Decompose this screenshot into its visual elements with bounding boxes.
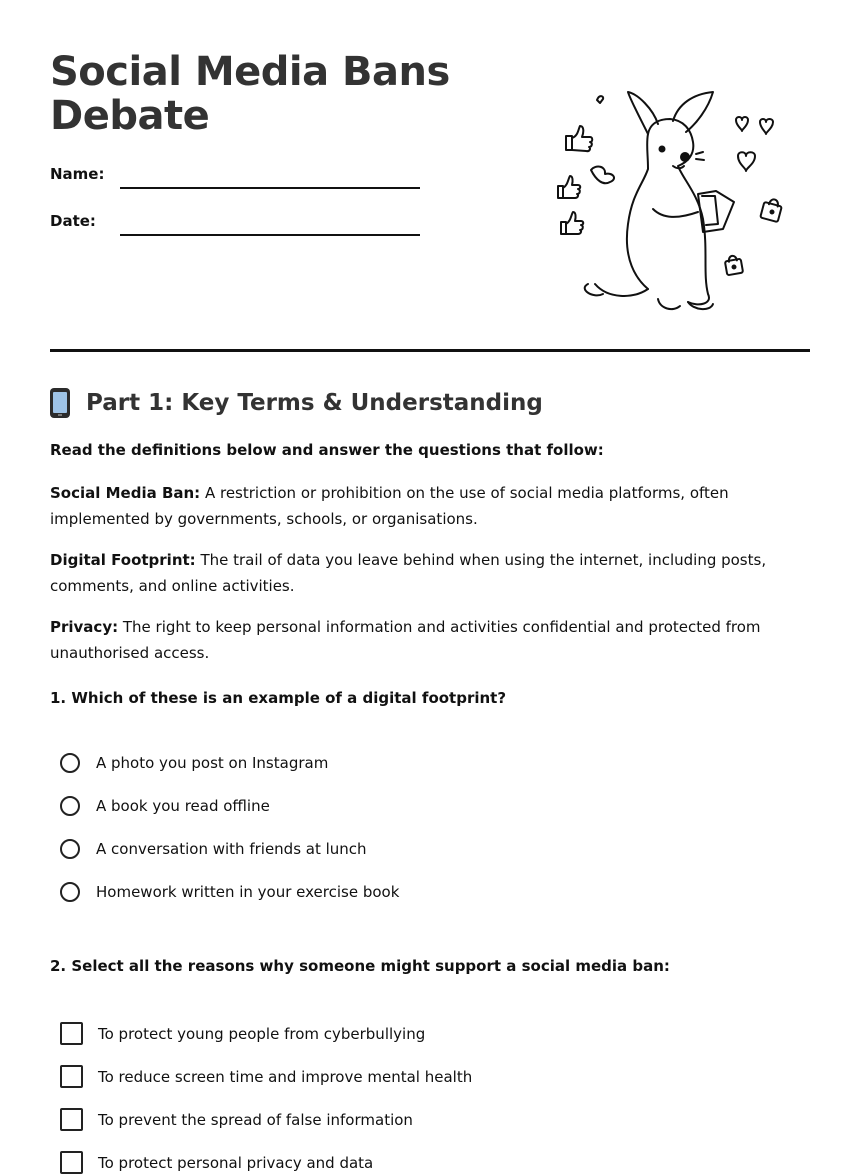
- mobile-phone-icon: [50, 388, 70, 418]
- section-heading-text: Part 1: Key Terms & Understanding: [86, 390, 543, 416]
- name-field[interactable]: [120, 187, 420, 189]
- definition-text: A restriction or prohibition on the use of social media platforms, often implemented by governments, schools, or organisations.: [50, 484, 729, 528]
- question-1-prompt: 1. Which of these is an example of a digital footprint?: [50, 689, 507, 707]
- definition-social-media-ban: [50, 480, 815, 532]
- header-divider: [50, 349, 810, 352]
- definition-term: Privacy:: [50, 618, 119, 636]
- q1-option-1[interactable]: [60, 753, 328, 773]
- title-line-1: Social Media Bans: [50, 49, 450, 95]
- q2-option-3[interactable]: [60, 1108, 413, 1131]
- checkbox[interactable]: [60, 1108, 83, 1131]
- q2-option-1[interactable]: [60, 1022, 425, 1045]
- name-label: Name:: [50, 165, 105, 183]
- section-heading-part-1: [50, 388, 543, 418]
- option-label: A book you read offline: [96, 797, 270, 815]
- radio-button[interactable]: [60, 882, 80, 902]
- definition-term: Digital Footprint:: [50, 551, 196, 569]
- checkbox[interactable]: [60, 1022, 83, 1045]
- question-2-prompt: 2. Select all the reasons why someone might support a social media ban:: [50, 957, 670, 975]
- q2-option-2[interactable]: [60, 1065, 472, 1088]
- definition-term: Social Media Ban:: [50, 484, 201, 502]
- date-field[interactable]: [120, 234, 420, 236]
- definition-text: The trail of data you leave behind when using the internet, including posts, comments, and online activities.: [50, 551, 767, 595]
- option-label: Homework written in your exercise book: [96, 883, 400, 901]
- radio-button[interactable]: [60, 796, 80, 816]
- definition-privacy: [50, 614, 815, 666]
- radio-button[interactable]: [60, 753, 80, 773]
- option-label: To protect young people from cyberbullying: [98, 1024, 426, 1043]
- checkbox[interactable]: [60, 1065, 83, 1088]
- option-label: A conversation with friends at lunch: [96, 840, 367, 858]
- instructions-text: Read the definitions below and answer the questions that follow:: [50, 441, 604, 459]
- date-label: Date:: [50, 212, 96, 230]
- q2-option-4[interactable]: [60, 1151, 373, 1174]
- q1-option-2[interactable]: [60, 796, 270, 816]
- option-label: A photo you post on Instagram: [96, 754, 329, 772]
- title-line-2: Debate: [50, 93, 210, 139]
- q1-option-4[interactable]: [60, 882, 399, 902]
- checkbox[interactable]: [60, 1151, 83, 1174]
- definition-digital-footprint: [50, 547, 815, 599]
- q1-option-3[interactable]: [60, 839, 367, 859]
- option-label: To protect personal privacy and data: [98, 1153, 374, 1172]
- definition-text: The right to keep personal information and activities confidential and protected from unauthorised access.: [50, 618, 761, 662]
- option-label: To reduce screen time and improve mental health: [98, 1067, 473, 1086]
- worksheet-title: [50, 50, 450, 138]
- option-label: To prevent the spread of false information: [98, 1110, 413, 1129]
- kangaroo-with-phone-illustration: [548, 84, 798, 320]
- radio-button[interactable]: [60, 839, 80, 859]
